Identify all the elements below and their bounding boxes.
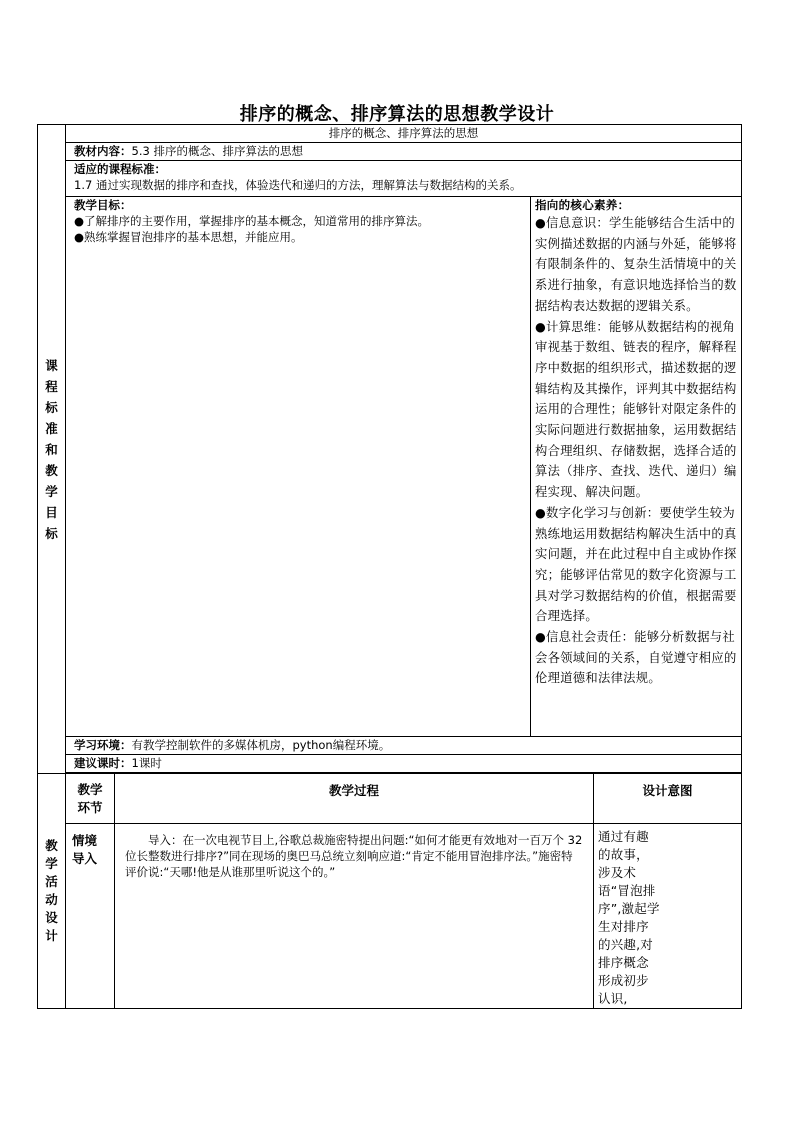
standard-row [66,161,742,197]
side-label-char: 学 [45,856,58,871]
side-label-char: 和 [45,441,58,457]
standard-value: 1.7 通过实现数据的排序和查找，体验迭代和递归的方法，理解算法与数据结构的关系。 [74,178,522,192]
goal-item: ●了解排序的主要作用，掌握排序的基本概念，知道常用的排序算法。 [74,214,430,228]
core-item: ●信息社会责任：能够分析数据与社会各领域间的关系，自觉遵守相应的伦理道德和法律法规。 [535,630,737,686]
core-label: 指向的核心素养： [535,198,630,212]
header-process: 教学过程 [115,774,594,824]
environment-label: 学习环境： [74,738,132,752]
side-label-char: 学 [45,483,58,499]
hours-row [66,755,742,773]
core-item: ●计算思维：能够从数据结构的视角审视基于数组、链表的程序，解释程序中数据的组织形式，描述数据的逻辑结构及其操作，评判其中数据结构运用的合理性；能够针对限定条件的实际问题进行数据抽象，运用数据结构合理组织、存储数据，选择合适的算法（排序、查找、迭代、递归）编程实现、解决问题。 [535,319,737,500]
side-label-char: 课 [45,357,58,373]
hours-value: 1课时 [131,756,162,770]
environment-row [66,737,742,755]
hours-label: 建议课时： [74,756,132,770]
side-label-char: 程 [45,378,58,394]
side-label-char: 目 [45,504,58,520]
document-title: 排序的概念、排序算法的思想教学设计 [239,104,555,125]
lesson-name: 排序的概念、排序算法的思想 [66,125,742,143]
material-label: 教材内容： [74,144,132,158]
core-item: ●数字化学习与创新：要使学生较为熟练地运用数据结构解决生活中的真实问题，并在此过程中自主或协作探究；能够评估常见的数字化资源与工具对学习数据结构的价值，根据需要合理选择。 [535,505,737,624]
side-label-char: 标 [45,399,58,415]
side-label-char: 计 [45,928,58,943]
side-label-char: 准 [45,420,58,436]
core-item: ●信息意识：学生能够结合生活中的实例描述数据的内涵与外延，能够将有限制条件的、复杂生活情境中的关系进行抽象，有意识地选择恰当的数据结构表达数据的逻辑关系。 [535,216,737,313]
side-label-char: 动 [45,892,58,907]
side-label-char: 标 [45,525,58,541]
side-label-standards [38,125,66,774]
side-label-char: 活 [45,874,58,889]
side-label-char: 教 [45,462,58,478]
stage-cell: 情境 导入 [66,824,115,1009]
core-literacy [531,197,742,737]
material-row [66,143,742,161]
goal-item: ●熟练掌握冒泡排序的基本思想，并能应用。 [74,230,303,244]
header-stage: 教学 环节 [66,774,115,824]
material-value: 5.3 排序的概念、排序算法的思想 [131,144,303,158]
side-label-char: 教 [45,838,58,853]
process-cell: 导入：在一次电视节目上,谷歌总裁施密特提出问题:“如何才能更有效地对一百万个 32 位长整数进行排序?”同在现场的奥巴马总统立刻响应道:“肯定不能用冒泡排序法。”施密特评价说:“天哪!他是从谁那里听说这个的。” [115,824,594,1009]
environment-value: 有教学控制软件的多媒体机房，python编程环境。 [131,738,391,752]
header-intent: 设计意图 [594,774,742,824]
goals-label: 教学目标： [74,198,132,212]
standard-label: 适应的课程标准： [74,162,166,176]
side-label-char: 设 [45,910,58,925]
teaching-goals [66,197,531,737]
intent-cell: 通过有趣的故事，涉及术语“冒泡排序”,激起学生对排序的兴趣,对排序概念形成初步认识, [594,824,742,1009]
side-label-activities [38,774,66,1009]
lesson-plan-table [37,124,742,1009]
